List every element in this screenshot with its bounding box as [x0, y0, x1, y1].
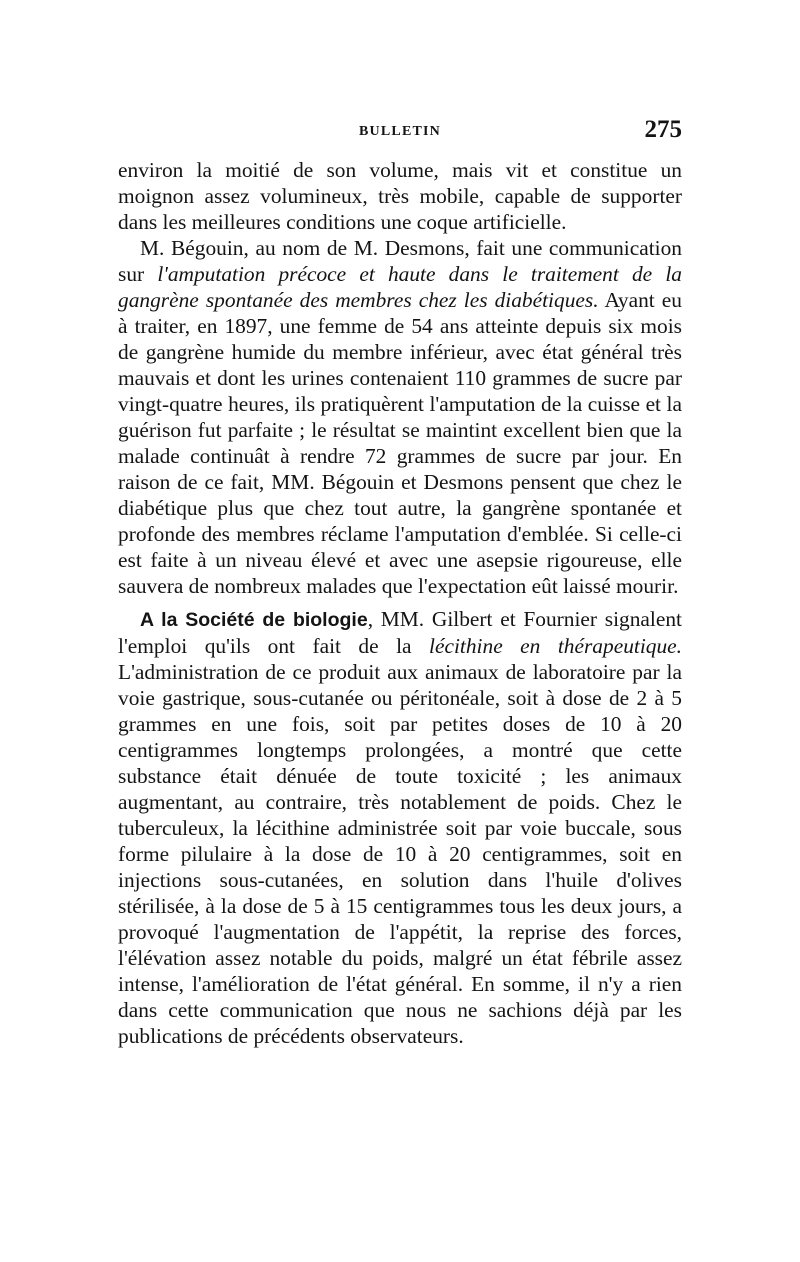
page-header: [118, 116, 682, 148]
paragraph-1-text: environ la moitié de son volume, mais vit et constitue un moignon assez volumineux, très mobile, capable de supporter dans les meilleures conditions une coque artificielle.: [118, 158, 682, 234]
paragraph-societe-biologie: [118, 606, 682, 1049]
paragraph-2-lead: M. Bégouin, au nom de M. Desmons, fait une communication sur: [118, 236, 682, 286]
society-heading: A la Société de biologie: [140, 609, 368, 631]
running-title: BULLETIN: [359, 124, 441, 139]
paragraph-begouin-desmons: [118, 235, 682, 599]
page-number: 275: [644, 116, 682, 143]
body-text: [118, 157, 682, 1049]
paragraph-3-lead: , MM. Gilbert et Fournier signalent l'emploi qu'ils ont fait de la: [118, 607, 682, 658]
communication-title: l'amputation précoce et haute dans le traitement de la gangrène spontanée des membres chez les diabétiques.: [118, 262, 682, 312]
paragraph-2-rest: Ayant eu à traiter, en 1897, une femme de 54 ans atteinte depuis six mois de gangrène humide du membre inférieur, avec état général très mauvais et dont les urines contenaient 110 grammes de sucre par vingt-quatre heures, ils pratiquèrent l'amputation de la cuisse et la guérison fut parfaite ; le résultat se maintint excellent bien que la malade continuât à rendre 72 grammes de sucre par jour. En raison de ce fait, MM. Bégouin et Desmons pensent que chez le diabétique plus que chez tout autre, la gangrène spontanée et profonde des membres réclame l'amputation d'emblée. Si celle-ci est faite à un niveau élevé et avec une asepsie rigoureuse, elle sauvera de nombreux malades que l'expectation eût laissé mourir.: [118, 288, 682, 598]
lecithine-title: lécithine en thérapeutique.: [429, 634, 683, 658]
paragraph-continued: [118, 157, 682, 235]
paragraph-3-rest: L'administration de ce produit aux animaux de laboratoire par la voie gastrique, sous-cutanée ou péritonéale, soit à dose de 2 à 5 grammes en une fois, soit par petites doses de 10 à 20 centigrammes longtemps prolongées, a montré que cette substance était dénuée de toute toxicité ; les animaux augmentant, au contraire, très notablement de poids. Chez le tuberculeux, la lécithine administrée soit par voie buccale, sous forme pilulaire à la dose de 10 à 20 centigrammes, soit en injections sous-cutanées, en solution dans l'huile d'olives stérilisée, à la dose de 5 à 15 centigrammes tous les deux jours, a provoqué l'augmentation de l'appétit, la reprise des forces, l'élévation assez notable du poids, malgré un état fébrile assez intense, l'amélioration de l'état général. En somme, il n'y a rien dans cette communication que nous ne sachions déjà par les publications de précédents observateurs.: [118, 660, 682, 1048]
